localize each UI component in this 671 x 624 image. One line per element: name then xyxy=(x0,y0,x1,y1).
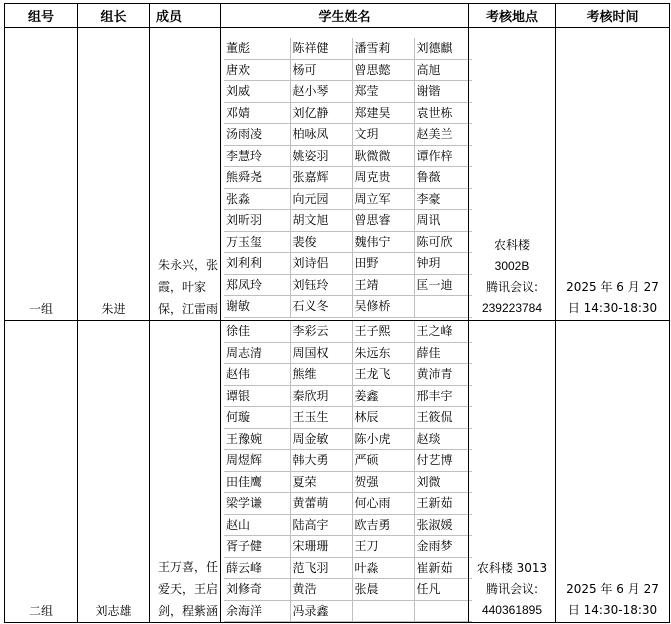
student-name: 韩大勇 xyxy=(290,450,352,472)
group-row xyxy=(5,321,670,623)
student-name: 黄蕾萌 xyxy=(290,493,352,515)
student-name: 袁世栋 xyxy=(414,102,472,124)
student-name: 邓婧 xyxy=(224,102,290,124)
student-name: 徐佳 xyxy=(224,321,290,342)
student-name: 余海洋 xyxy=(224,600,290,622)
student-name: 赵小琴 xyxy=(290,81,352,103)
student-name: 欧吉勇 xyxy=(352,514,414,536)
student-row xyxy=(224,102,472,124)
student-name: 张淑媛 xyxy=(414,514,472,536)
student-name: 赵琰 xyxy=(414,428,472,450)
student-name: 谭银 xyxy=(224,385,290,407)
student-name: 刘亿静 xyxy=(290,102,352,124)
student-name: 刘德麒 xyxy=(414,38,472,59)
group-members: 朱永兴，张霞，叶家保，江雷雨 xyxy=(150,28,221,321)
student-name xyxy=(352,600,414,622)
student-names-cell xyxy=(221,28,469,321)
student-names-cell xyxy=(221,321,469,623)
student-name: 赵伟 xyxy=(224,364,290,386)
student-name: 陈小虎 xyxy=(352,428,414,450)
student-name: 邢丰宇 xyxy=(414,385,472,407)
student-name: 刘威 xyxy=(224,81,290,103)
student-name: 崔新茹 xyxy=(414,557,472,579)
student-row xyxy=(224,536,472,558)
time-line: 日 14:30-18:30 xyxy=(567,301,658,315)
student-name: 王筱侃 xyxy=(414,407,472,429)
student-name: 郑建昊 xyxy=(352,102,414,124)
student-name: 鲁薇 xyxy=(414,167,472,189)
time-line: 2025 年 6 月 27 xyxy=(566,582,659,596)
time-line: 2025 年 6 月 27 xyxy=(566,280,659,294)
group-leader: 朱进 xyxy=(78,28,150,321)
student-name: 叶淼 xyxy=(352,557,414,579)
student-name: 董彪 xyxy=(224,38,290,59)
location-line: 农科楼 3013 xyxy=(476,561,548,575)
student-name: 李彩云 xyxy=(290,321,352,342)
student-names-grid xyxy=(224,38,472,318)
student-name: 周立军 xyxy=(352,188,414,210)
student-row xyxy=(224,145,472,167)
assessment-location xyxy=(469,28,556,321)
student-name: 刘诗侣 xyxy=(290,253,352,275)
student-name: 曾思睿 xyxy=(352,210,414,232)
student-name: 周煜辉 xyxy=(224,450,290,472)
student-name: 张淼 xyxy=(224,188,290,210)
student-row xyxy=(224,296,472,318)
student-name: 陈可欣 xyxy=(414,231,472,253)
student-name: 吴修桥 xyxy=(352,296,414,318)
student-name: 朱远东 xyxy=(352,342,414,364)
student-row xyxy=(224,59,472,81)
student-row xyxy=(224,274,472,296)
student-name: 姚姿羽 xyxy=(290,145,352,167)
student-row xyxy=(224,364,472,386)
assessment-time xyxy=(556,28,670,321)
student-name: 何璇 xyxy=(224,407,290,429)
student-row xyxy=(224,450,472,472)
student-name: 薛云峰 xyxy=(224,557,290,579)
student-row xyxy=(224,493,472,515)
student-row xyxy=(224,407,472,429)
header-location: 考核地点 xyxy=(469,4,556,28)
student-name: 刘利利 xyxy=(224,253,290,275)
student-name: 贺强 xyxy=(352,471,414,493)
header-group: 组号 xyxy=(5,4,78,28)
group-number: 二组 xyxy=(5,321,78,623)
student-name: 张嘉辉 xyxy=(290,167,352,189)
student-name: 李豪 xyxy=(414,188,472,210)
group-row xyxy=(5,28,670,321)
student-row xyxy=(224,600,472,622)
student-row xyxy=(224,124,472,146)
student-name: 宋珊珊 xyxy=(290,536,352,558)
student-name: 付艺博 xyxy=(414,450,472,472)
location-line: 3002B xyxy=(494,259,530,273)
student-name: 何心雨 xyxy=(352,493,414,515)
student-row xyxy=(224,253,472,275)
student-name xyxy=(414,296,472,318)
student-name: 王玉生 xyxy=(290,407,352,429)
student-name: 杨可 xyxy=(290,59,352,81)
student-name: 赵山 xyxy=(224,514,290,536)
student-name: 刘微 xyxy=(414,471,472,493)
student-name: 谭作梓 xyxy=(414,145,472,167)
student-name: 向元园 xyxy=(290,188,352,210)
student-row xyxy=(224,579,472,601)
student-name: 潘雪莉 xyxy=(352,38,414,59)
student-name: 郑凤玲 xyxy=(224,274,290,296)
student-name: 王新茹 xyxy=(414,493,472,515)
student-row xyxy=(224,385,472,407)
student-name: 王靖 xyxy=(352,274,414,296)
student-name: 熊舜尧 xyxy=(224,167,290,189)
assessment-time xyxy=(556,321,670,623)
student-name: 周克贵 xyxy=(352,167,414,189)
student-name: 胥子健 xyxy=(224,536,290,558)
student-name: 周讯 xyxy=(414,210,472,232)
student-name: 王豫婉 xyxy=(224,428,290,450)
student-name: 熊维 xyxy=(290,364,352,386)
student-name: 刘修奇 xyxy=(224,579,290,601)
student-name: 汤雨凌 xyxy=(224,124,290,146)
student-name: 王之峰 xyxy=(414,321,472,342)
student-row xyxy=(224,81,472,103)
student-name: 高旭 xyxy=(414,59,472,81)
time-line: 日 14:30-18:30 xyxy=(567,603,658,617)
student-name: 刘钰玲 xyxy=(290,274,352,296)
student-names-grid xyxy=(224,321,472,622)
location-line: 农科楼 xyxy=(493,238,530,252)
student-row xyxy=(224,471,472,493)
student-row xyxy=(224,321,472,342)
student-name: 匡一迪 xyxy=(414,274,472,296)
location-line: 440361895 xyxy=(481,603,543,617)
student-name: 万玉玺 xyxy=(224,231,290,253)
student-name xyxy=(414,600,472,622)
student-name: 谢锴 xyxy=(414,81,472,103)
student-name: 姜鑫 xyxy=(352,385,414,407)
student-name: 周志清 xyxy=(224,342,290,364)
student-name: 柏咏凤 xyxy=(290,124,352,146)
student-row xyxy=(224,231,472,253)
header-leader: 组长 xyxy=(78,4,150,28)
group-number: 一组 xyxy=(5,28,78,321)
header-row xyxy=(5,4,670,28)
student-name: 文玥 xyxy=(352,124,414,146)
student-name: 秦欣玥 xyxy=(290,385,352,407)
group-leader: 刘志雄 xyxy=(78,321,150,623)
student-name: 黄浩 xyxy=(290,579,352,601)
location-line: 腾讯会议: xyxy=(485,582,539,596)
location-line: 腾讯会议: xyxy=(485,280,539,294)
student-name: 胡文旭 xyxy=(290,210,352,232)
student-row xyxy=(224,342,472,364)
assessment-location xyxy=(469,321,556,623)
student-row xyxy=(224,188,472,210)
student-row xyxy=(224,557,472,579)
header-members: 成员 xyxy=(150,4,221,28)
student-name: 裴俊 xyxy=(290,231,352,253)
header-students: 学生姓名 xyxy=(221,4,469,28)
student-row xyxy=(224,428,472,450)
student-row xyxy=(224,38,472,59)
student-name: 王刀 xyxy=(352,536,414,558)
student-name: 薛佳 xyxy=(414,342,472,364)
student-name: 曾思懿 xyxy=(352,59,414,81)
student-name: 李慧玲 xyxy=(224,145,290,167)
student-row xyxy=(224,167,472,189)
student-name: 郑莹 xyxy=(352,81,414,103)
student-name: 周金敏 xyxy=(290,428,352,450)
student-name: 严硕 xyxy=(352,450,414,472)
header-time: 考核时间 xyxy=(556,4,670,28)
location-line: 239223784 xyxy=(481,301,543,315)
student-name: 刘昕羽 xyxy=(224,210,290,232)
student-name: 夏荣 xyxy=(290,471,352,493)
student-name: 冯录鑫 xyxy=(290,600,352,622)
assessment-schedule-table xyxy=(4,3,670,623)
student-name: 魏伟宁 xyxy=(352,231,414,253)
student-name: 林辰 xyxy=(352,407,414,429)
student-name: 钟玥 xyxy=(414,253,472,275)
student-name: 陆高宇 xyxy=(290,514,352,536)
student-name: 王子熙 xyxy=(352,321,414,342)
student-name: 任凡 xyxy=(414,579,472,601)
student-name: 张晨 xyxy=(352,579,414,601)
student-name: 石义冬 xyxy=(290,296,352,318)
student-name: 陈祥健 xyxy=(290,38,352,59)
student-name: 王龙飞 xyxy=(352,364,414,386)
student-name: 耿微微 xyxy=(352,145,414,167)
student-name: 田佳鹰 xyxy=(224,471,290,493)
student-name: 唐欢 xyxy=(224,59,290,81)
student-name: 黄沛青 xyxy=(414,364,472,386)
student-name: 赵美兰 xyxy=(414,124,472,146)
student-name: 谢敏 xyxy=(224,296,290,318)
student-name: 梁学谦 xyxy=(224,493,290,515)
student-name: 范飞羽 xyxy=(290,557,352,579)
student-name: 周国权 xyxy=(290,342,352,364)
student-row xyxy=(224,514,472,536)
student-name: 金雨梦 xyxy=(414,536,472,558)
group-members: 王万喜，任爱天，王启剑，程紫涵 xyxy=(150,321,221,623)
student-row xyxy=(224,210,472,232)
student-name: 田野 xyxy=(352,253,414,275)
